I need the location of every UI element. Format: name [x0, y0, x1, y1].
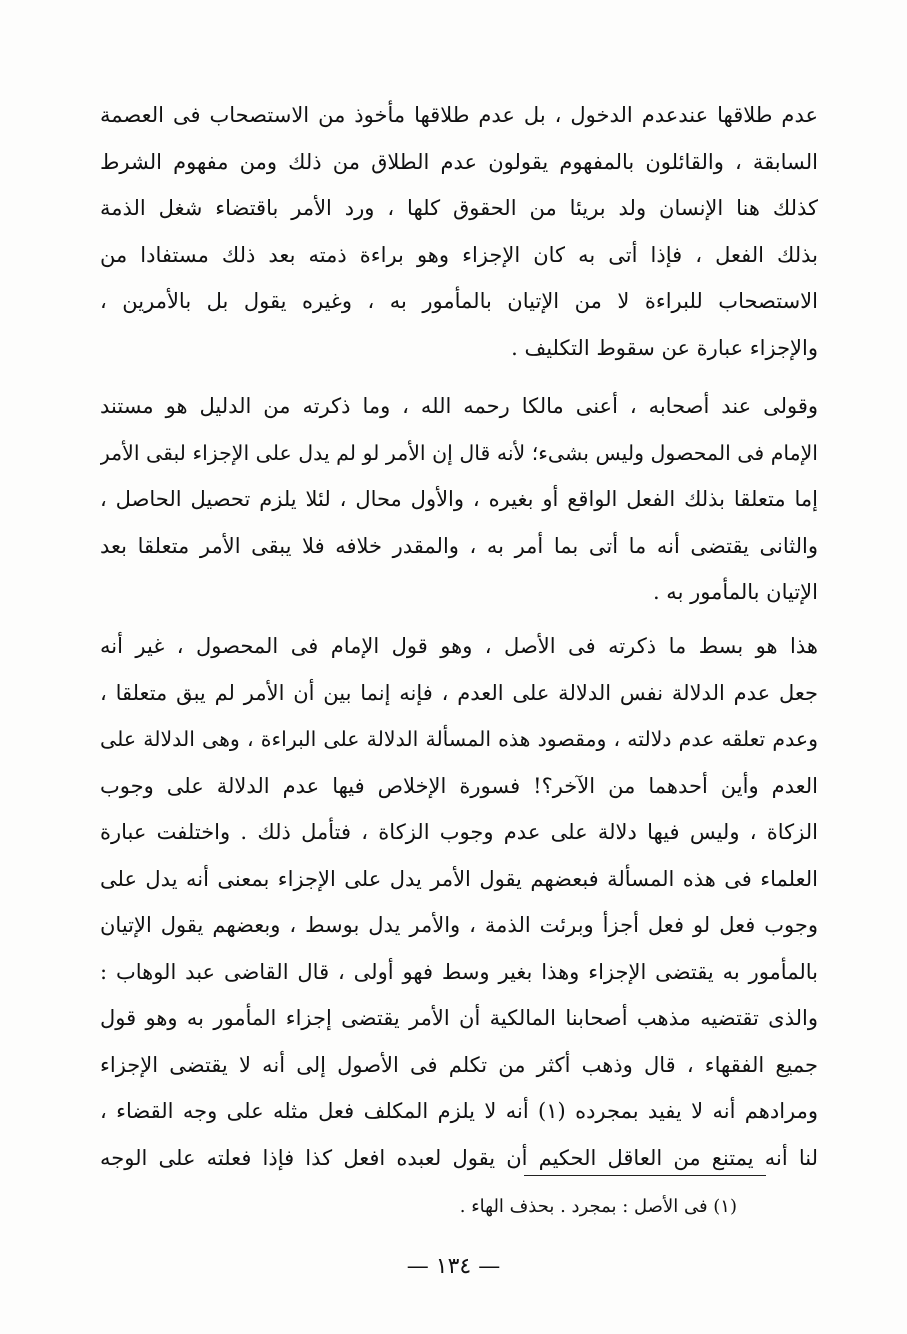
- text-line: جعل عدم الدلالة نفس الدلالة على العدم ، فإنه إنما بين أن الأمر لم يبق متعلقا ،: [100, 680, 818, 705]
- text-line: السابقة ، والقائلون بالمفهوم يقولون عدم الطلاق من ذلك ومن مفهوم الشرط: [100, 149, 818, 174]
- text-line: والذى تقتضيه مذهب أصحابنا المالكية أن الأمر يقتضى إجزاء المأمور به وهو قول: [100, 1006, 818, 1030]
- text-line: والإجزاء عبارة عن سقوط التكليف .: [511, 335, 818, 360]
- text-line: العلماء فى هذه المسألة فبعضهم يقول الأمر يدل على الإجزاء بمعنى أنه يدل على: [100, 866, 818, 891]
- text-line: لنا أنه يمتنع من العاقل الحكيم أن يقول لعبده افعل كذا فإذا فعلته على الوجه: [100, 1145, 818, 1170]
- text-line: وجوب فعل لو فعل أجزأ وبرئت الذمة ، والأمر يدل بوسط ، وبعضهم يقول الإتيان: [100, 913, 818, 937]
- text-line: إما متعلقا بذلك الفعل الواقع أو بغيره ، والأول محال ، لئلا يلزم تحصيل الحاصل ،: [100, 487, 818, 511]
- text-line: الاستصحاب للبراءة لا من الإتيان بالمأمور به ، وغيره يقول بل بالأمرين ،: [100, 289, 818, 313]
- text-line: ومرادهم أنه لا يفيد بمجرده (١) أنه لا يلزم المكلف فعل مثله على وجه القضاء ،: [100, 1099, 818, 1123]
- footnote: (١) فى الأصل : بمجرد . بحذف الهاء .: [459, 1196, 737, 1217]
- text-line: عدم طلاقها عندعدم الدخول ، بل عدم طلاقها مأخوذ من الاستصحاب فى العصمة: [100, 103, 818, 127]
- text-line: بالمأمور به يقتضى الإجزاء وهذا بغير وسط فهو أولى ، قال القاضى عبد الوهاب :: [100, 959, 818, 984]
- text-line: والثانى يقتضى أنه ما أتى بما أمر به ، والمقدر خلافه فلا يبقى الأمر متعلقا بعد: [100, 533, 818, 558]
- text-line: الإمام فى المحصول وليس بشىء؛ لأنه قال إن الأمر لو لم يدل على الإجزاء لبقى الأمر: [100, 440, 818, 465]
- paragraph-1: [100, 92, 818, 371]
- paragraph-3: [100, 623, 818, 1181]
- text-line: الإتيان بالمأمور به .: [652, 580, 818, 604]
- page-number: — ١٣٤ —: [406, 1254, 501, 1279]
- paragraph-2: [100, 383, 818, 616]
- text-line: الزكاة ، وليس فيها دلالة على عدم وجوب الزكاة ، فتأمل ذلك . واختلفت عبارة: [100, 820, 818, 844]
- text-line: وقولى عند أصحابه ، أعنى مالكا رحمه الله ، وما ذكرته من الدليل هو مستند: [100, 394, 818, 418]
- text-line: بذلك الفعل ، فإذا أتى به كان الإجزاء وهو براءة ذمته بعد ذلك مستفادا من: [100, 242, 818, 267]
- text-line: وعدم تعلقه عدم دلالته ، ومقصود هذه المسألة الدلالة على البراءة ، وهى الدلالة على: [100, 727, 818, 751]
- text-line: العدم وأين أحدهما من الآخر؟! فسورة الإخلاص فيها عدم الدلالة على وجوب: [100, 773, 818, 798]
- text-line: كذلك هنا الإنسان ولد بريئا من الحقوق كلها ، ورد الأمر باقتضاء شغل الذمة: [100, 196, 818, 220]
- footnote-divider: [524, 1175, 766, 1176]
- text-line: هذا هو بسط ما ذكرته فى الأصل ، وهو قول الإمام فى المحصول ، غير أنه: [100, 634, 818, 658]
- text-line: جميع الفقهاء ، قال وذهب أكثر من تكلم فى الأصول إلى أنه لا يقتضى الإجزاء: [100, 1052, 818, 1077]
